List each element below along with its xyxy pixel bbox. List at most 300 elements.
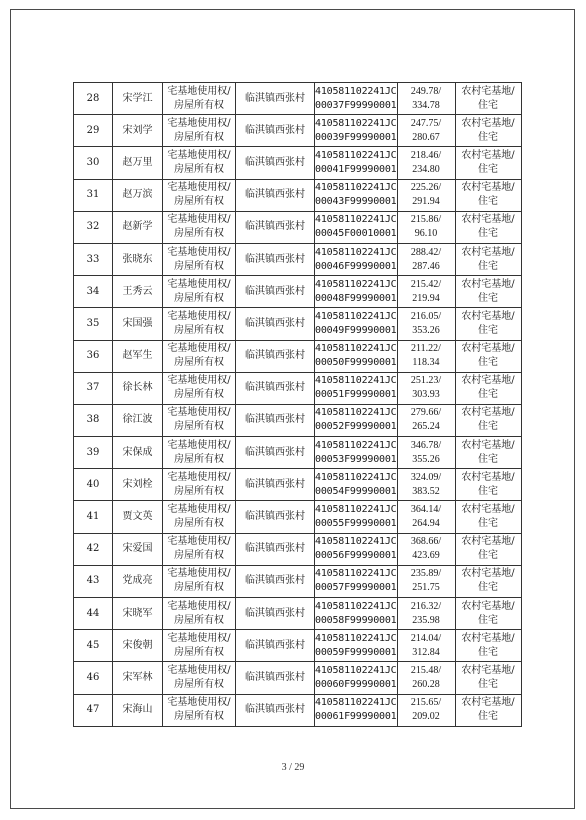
unit-code-line: 410581102241JC — [315, 504, 397, 516]
row-number-cell: 28 — [74, 83, 113, 115]
table-row — [74, 179, 522, 211]
unit-code-line: 00043F99990001 — [315, 196, 397, 208]
right-type-line: 宅基地使用权/ — [167, 117, 231, 129]
area-line: 214.04/ — [410, 632, 442, 644]
unit-code-line: 410581102241JC — [315, 85, 397, 97]
area-line: 355.26 — [412, 453, 440, 465]
land-use-cell — [455, 211, 521, 243]
land-use-cell — [455, 276, 521, 308]
area-cell — [397, 404, 455, 436]
land-use-line: 住宅 — [478, 131, 498, 143]
area-line: 303.93 — [412, 389, 440, 401]
owner-name-cell: 赵万滨 — [113, 179, 163, 211]
unit-code-line: 00051F99990001 — [315, 389, 397, 401]
land-use-line: 农村宅基地/ — [461, 600, 515, 612]
right-type-line: 宅基地使用权/ — [167, 536, 231, 548]
right-type-line: 房屋所有权 — [174, 582, 224, 594]
right-type-cell — [163, 243, 236, 275]
right-type-line: 宅基地使用权/ — [167, 343, 231, 355]
location-cell: 临淇镇西张村 — [236, 340, 315, 372]
unit-code-line: 410581102241JC — [315, 471, 397, 483]
unit-code-cell — [315, 404, 398, 436]
right-type-line: 房屋所有权 — [174, 550, 224, 562]
unit-code-cell — [315, 662, 398, 694]
owner-name-cell: 徐江波 — [113, 404, 163, 436]
area-line: 279.66/ — [410, 407, 442, 419]
unit-code-line: 410581102241JC — [315, 310, 397, 322]
right-type-cell — [163, 533, 236, 565]
land-use-cell — [455, 404, 521, 436]
table-row — [74, 243, 522, 275]
land-use-line: 住宅 — [478, 99, 498, 111]
owner-name-cell: 张晓东 — [113, 243, 163, 275]
owner-name-cell: 赵万里 — [113, 147, 163, 179]
unit-code-line: 00037F99990001 — [315, 99, 397, 111]
unit-code-line: 410581102241JC — [315, 664, 397, 676]
area-cell — [397, 630, 455, 662]
land-use-cell — [455, 694, 521, 726]
unit-code-line: 410581102241JC — [315, 632, 397, 644]
right-type-line: 宅基地使用权/ — [167, 85, 231, 97]
unit-code-line: 00056F99990001 — [315, 550, 397, 562]
land-use-line: 农村宅基地/ — [461, 182, 515, 194]
owner-name-cell: 贾文英 — [113, 501, 163, 533]
location-cell: 临淇镇西张村 — [236, 565, 315, 597]
right-type-cell — [163, 308, 236, 340]
area-line: 260.28 — [412, 678, 440, 690]
right-type-cell — [163, 83, 236, 115]
land-use-line: 农村宅基地/ — [461, 536, 515, 548]
unit-code-line: 410581102241JC — [315, 407, 397, 419]
row-number-cell: 36 — [74, 340, 113, 372]
area-line: 364.14/ — [410, 504, 442, 516]
location-cell: 临淇镇西张村 — [236, 276, 315, 308]
table-row — [74, 404, 522, 436]
unit-code-cell — [315, 694, 398, 726]
unit-code-line: 00048F99990001 — [315, 292, 397, 304]
table-row — [74, 276, 522, 308]
location-cell: 临淇镇西张村 — [236, 115, 315, 147]
row-number-cell: 29 — [74, 115, 113, 147]
table-row — [74, 598, 522, 630]
owner-name-cell: 宋国强 — [113, 308, 163, 340]
row-number-cell: 33 — [74, 243, 113, 275]
land-use-line: 住宅 — [478, 646, 498, 658]
unit-code-line: 410581102241JC — [315, 149, 397, 161]
table-row — [74, 694, 522, 726]
unit-code-line: 410581102241JC — [315, 697, 397, 709]
area-cell — [397, 565, 455, 597]
unit-code-line: 00059F99990001 — [315, 646, 397, 658]
owner-name-cell: 宋军林 — [113, 662, 163, 694]
area-line: 118.34 — [412, 357, 440, 369]
owner-name-cell: 宋晓军 — [113, 598, 163, 630]
unit-code-cell — [315, 211, 398, 243]
table-row — [74, 469, 522, 501]
land-use-cell — [455, 565, 521, 597]
area-line: 219.94 — [412, 292, 440, 304]
unit-code-cell — [315, 372, 398, 404]
land-use-line: 住宅 — [478, 228, 498, 240]
right-type-line: 宅基地使用权/ — [167, 375, 231, 387]
unit-code-cell — [315, 179, 398, 211]
page-number: 3 / 29 — [281, 762, 305, 773]
right-type-line: 宅基地使用权/ — [167, 246, 231, 258]
unit-code-cell — [315, 469, 398, 501]
area-line: 291.94 — [412, 196, 440, 208]
unit-code-line: 00057F99990001 — [315, 582, 397, 594]
land-use-line: 住宅 — [478, 485, 498, 497]
unit-code-line: 00052F99990001 — [315, 421, 397, 433]
location-cell: 临淇镇西张村 — [236, 372, 315, 404]
land-use-cell — [455, 501, 521, 533]
area-line: 209.02 — [412, 711, 440, 723]
unit-code-line: 410581102241JC — [315, 600, 397, 612]
right-type-cell — [163, 694, 236, 726]
right-type-line: 房屋所有权 — [174, 518, 224, 530]
area-line: 249.78/ — [410, 85, 442, 97]
right-type-line: 宅基地使用权/ — [167, 182, 231, 194]
area-cell — [397, 437, 455, 469]
location-cell: 临淇镇西张村 — [236, 437, 315, 469]
row-number-cell: 40 — [74, 469, 113, 501]
land-use-cell — [455, 147, 521, 179]
unit-code-cell — [315, 501, 398, 533]
unit-code-line: 00055F99990001 — [315, 518, 397, 530]
area-cell — [397, 372, 455, 404]
table-row — [74, 501, 522, 533]
land-use-line: 住宅 — [478, 292, 498, 304]
area-line: 234.80 — [412, 163, 440, 175]
area-cell — [397, 694, 455, 726]
table-row — [74, 83, 522, 115]
row-number-cell: 38 — [74, 404, 113, 436]
land-use-line: 农村宅基地/ — [461, 504, 515, 516]
row-number-cell: 46 — [74, 662, 113, 694]
right-type-line: 房屋所有权 — [174, 421, 224, 433]
right-type-line: 宅基地使用权/ — [167, 407, 231, 419]
right-type-cell — [163, 372, 236, 404]
area-line: 423.69 — [412, 550, 440, 562]
area-cell — [397, 211, 455, 243]
right-type-line: 宅基地使用权/ — [167, 632, 231, 644]
unit-code-line: 00054F99990001 — [315, 485, 397, 497]
right-type-cell — [163, 340, 236, 372]
right-type-cell — [163, 276, 236, 308]
table-row — [74, 372, 522, 404]
land-use-line: 农村宅基地/ — [461, 310, 515, 322]
right-type-line: 房屋所有权 — [174, 99, 224, 111]
area-line: 312.84 — [412, 646, 440, 658]
area-line: 216.05/ — [410, 310, 442, 322]
unit-code-cell — [315, 565, 398, 597]
right-type-line: 房屋所有权 — [174, 711, 224, 723]
area-cell — [397, 598, 455, 630]
location-cell: 临淇镇西张村 — [236, 147, 315, 179]
area-line: 264.94 — [412, 518, 440, 530]
land-use-line: 农村宅基地/ — [461, 343, 515, 355]
right-type-cell — [163, 501, 236, 533]
right-type-line: 宅基地使用权/ — [167, 664, 231, 676]
location-cell: 临淇镇西张村 — [236, 308, 315, 340]
table-row — [74, 533, 522, 565]
row-number-cell: 47 — [74, 694, 113, 726]
unit-code-cell — [315, 308, 398, 340]
unit-code-line: 00053F99990001 — [315, 453, 397, 465]
area-line: 215.86/ — [410, 214, 442, 226]
land-use-cell — [455, 340, 521, 372]
area-line: 251.75 — [412, 582, 440, 594]
unit-code-line: 00050F99990001 — [315, 357, 397, 369]
area-cell — [397, 83, 455, 115]
unit-code-line: 410581102241JC — [315, 246, 397, 258]
right-type-line: 房屋所有权 — [174, 228, 224, 240]
land-use-line: 农村宅基地/ — [461, 407, 515, 419]
unit-code-line: 410581102241JC — [315, 182, 397, 194]
right-type-line: 房屋所有权 — [174, 646, 224, 658]
right-type-line: 房屋所有权 — [174, 196, 224, 208]
right-type-cell — [163, 662, 236, 694]
right-type-cell — [163, 147, 236, 179]
right-type-line: 房屋所有权 — [174, 389, 224, 401]
location-cell: 临淇镇西张村 — [236, 533, 315, 565]
location-cell: 临淇镇西张村 — [236, 179, 315, 211]
land-use-line: 住宅 — [478, 550, 498, 562]
area-line: 383.52 — [412, 485, 440, 497]
table-row — [74, 147, 522, 179]
land-use-cell — [455, 115, 521, 147]
owner-name-cell: 宋保成 — [113, 437, 163, 469]
right-type-line: 宅基地使用权/ — [167, 149, 231, 161]
land-use-line: 农村宅基地/ — [461, 664, 515, 676]
unit-code-line: 00049F99990001 — [315, 324, 397, 336]
unit-code-cell — [315, 340, 398, 372]
land-use-cell — [455, 598, 521, 630]
area-line: 215.48/ — [410, 664, 442, 676]
unit-code-cell — [315, 147, 398, 179]
owner-name-cell: 宋学江 — [113, 83, 163, 115]
row-number-cell: 35 — [74, 308, 113, 340]
unit-code-line: 410581102241JC — [315, 375, 397, 387]
owner-name-cell: 徐长林 — [113, 372, 163, 404]
right-type-line: 房屋所有权 — [174, 453, 224, 465]
location-cell: 临淇镇西张村 — [236, 83, 315, 115]
land-use-line: 住宅 — [478, 163, 498, 175]
land-use-cell — [455, 469, 521, 501]
right-type-cell — [163, 115, 236, 147]
row-number-cell: 31 — [74, 179, 113, 211]
row-number-cell: 34 — [74, 276, 113, 308]
land-use-line: 住宅 — [478, 582, 498, 594]
unit-code-line: 00045F00010001 — [315, 228, 397, 240]
right-type-cell — [163, 404, 236, 436]
land-use-line: 农村宅基地/ — [461, 214, 515, 226]
row-number-cell: 45 — [74, 630, 113, 662]
area-line: 287.46 — [412, 260, 440, 272]
owner-name-cell: 宋俊朝 — [113, 630, 163, 662]
owner-name-cell: 宋刘学 — [113, 115, 163, 147]
land-use-line: 住宅 — [478, 389, 498, 401]
area-cell — [397, 115, 455, 147]
area-line: 324.09/ — [410, 471, 442, 483]
area-line: 211.22/ — [411, 343, 441, 355]
row-number-cell: 43 — [74, 565, 113, 597]
land-use-cell — [455, 83, 521, 115]
unit-code-line: 410581102241JC — [315, 439, 397, 451]
area-line: 235.89/ — [410, 568, 442, 580]
unit-code-cell — [315, 533, 398, 565]
unit-code-cell — [315, 276, 398, 308]
location-cell: 临淇镇西张村 — [236, 501, 315, 533]
row-number-cell: 42 — [74, 533, 113, 565]
land-use-line: 农村宅基地/ — [461, 697, 515, 709]
unit-code-line: 00046F99990001 — [315, 260, 397, 272]
land-use-line: 农村宅基地/ — [461, 568, 515, 580]
area-cell — [397, 501, 455, 533]
table-row — [74, 340, 522, 372]
area-cell — [397, 147, 455, 179]
right-type-line: 宅基地使用权/ — [167, 214, 231, 226]
row-number-cell: 30 — [74, 147, 113, 179]
registration-table-body — [74, 83, 522, 727]
area-line: 218.46/ — [410, 149, 442, 161]
unit-code-cell — [315, 630, 398, 662]
area-line: 280.67 — [412, 131, 440, 143]
area-line: 288.42/ — [410, 246, 442, 258]
unit-code-line: 410581102241JC — [315, 117, 397, 129]
right-type-cell — [163, 565, 236, 597]
land-use-line: 农村宅基地/ — [461, 85, 515, 97]
owner-name-cell: 宋爱国 — [113, 533, 163, 565]
area-line: 346.78/ — [410, 439, 442, 451]
area-line: 235.98 — [412, 614, 440, 626]
land-use-cell — [455, 662, 521, 694]
land-use-line: 住宅 — [478, 614, 498, 626]
right-type-line: 房屋所有权 — [174, 324, 224, 336]
right-type-line: 宅基地使用权/ — [167, 697, 231, 709]
land-use-line: 农村宅基地/ — [461, 375, 515, 387]
right-type-cell — [163, 211, 236, 243]
owner-name-cell: 宋海山 — [113, 694, 163, 726]
right-type-line: 房屋所有权 — [174, 485, 224, 497]
area-cell — [397, 662, 455, 694]
location-cell: 临淇镇西张村 — [236, 211, 315, 243]
table-row — [74, 115, 522, 147]
unit-code-line: 00061F99990001 — [315, 711, 397, 723]
unit-code-line: 00039F99990001 — [315, 131, 397, 143]
area-line: 225.26/ — [410, 182, 442, 194]
area-line: 368.66/ — [410, 536, 442, 548]
row-number-cell: 39 — [74, 437, 113, 469]
land-use-cell — [455, 437, 521, 469]
right-type-line: 宅基地使用权/ — [167, 471, 231, 483]
area-cell — [397, 308, 455, 340]
owner-name-cell: 赵军生 — [113, 340, 163, 372]
location-cell: 临淇镇西张村 — [236, 630, 315, 662]
table-row — [74, 211, 522, 243]
location-cell: 临淇镇西张村 — [236, 662, 315, 694]
unit-code-cell — [315, 115, 398, 147]
land-use-cell — [455, 179, 521, 211]
row-number-cell: 37 — [74, 372, 113, 404]
table-row — [74, 308, 522, 340]
right-type-cell — [163, 630, 236, 662]
land-use-line: 住宅 — [478, 678, 498, 690]
area-line: 247.75/ — [410, 117, 442, 129]
right-type-line: 房屋所有权 — [174, 163, 224, 175]
area-line: 215.65/ — [410, 697, 442, 709]
unit-code-line: 410581102241JC — [315, 568, 397, 580]
owner-name-cell: 王秀云 — [113, 276, 163, 308]
right-type-line: 房屋所有权 — [174, 260, 224, 272]
unit-code-line: 410581102241JC — [315, 343, 397, 355]
land-use-cell — [455, 630, 521, 662]
right-type-line: 房屋所有权 — [174, 614, 224, 626]
right-type-cell — [163, 437, 236, 469]
row-number-cell: 41 — [74, 501, 113, 533]
location-cell: 临淇镇西张村 — [236, 598, 315, 630]
right-type-cell — [163, 469, 236, 501]
unit-code-line: 00041F99990001 — [315, 163, 397, 175]
unit-code-line: 410581102241JC — [315, 536, 397, 548]
location-cell: 临淇镇西张村 — [236, 469, 315, 501]
land-use-line: 农村宅基地/ — [461, 471, 515, 483]
area-line: 334.78 — [412, 99, 440, 111]
area-cell — [397, 340, 455, 372]
land-use-cell — [455, 372, 521, 404]
land-use-line: 农村宅基地/ — [461, 149, 515, 161]
registration-table — [73, 82, 522, 727]
right-type-line: 房屋所有权 — [174, 678, 224, 690]
location-cell: 临淇镇西张村 — [236, 404, 315, 436]
area-line: 353.26 — [412, 324, 440, 336]
land-use-line: 农村宅基地/ — [461, 117, 515, 129]
unit-code-line: 00060F99990001 — [315, 678, 397, 690]
land-use-line: 住宅 — [478, 453, 498, 465]
land-use-line: 农村宅基地/ — [461, 439, 515, 451]
owner-name-cell: 赵新学 — [113, 211, 163, 243]
unit-code-line: 00058F99990001 — [315, 614, 397, 626]
owner-name-cell: 党成亮 — [113, 565, 163, 597]
area-line: 215.42/ — [410, 278, 442, 290]
right-type-line: 宅基地使用权/ — [167, 310, 231, 322]
land-use-cell — [455, 243, 521, 275]
table-row — [74, 437, 522, 469]
unit-code-line: 410581102241JC — [315, 214, 397, 226]
land-use-line: 住宅 — [478, 324, 498, 336]
unit-code-cell — [315, 243, 398, 275]
land-use-line: 住宅 — [478, 260, 498, 272]
area-cell — [397, 276, 455, 308]
row-number-cell: 44 — [74, 598, 113, 630]
land-use-line: 住宅 — [478, 421, 498, 433]
area-line: 96.10 — [414, 228, 438, 240]
unit-code-line: 410581102241JC — [315, 278, 397, 290]
right-type-cell — [163, 179, 236, 211]
land-use-cell — [455, 308, 521, 340]
table-row — [74, 662, 522, 694]
land-use-line: 住宅 — [478, 518, 498, 530]
right-type-line: 房屋所有权 — [174, 131, 224, 143]
right-type-line: 房屋所有权 — [174, 357, 224, 369]
area-line: 265.24 — [412, 421, 440, 433]
land-use-line: 农村宅基地/ — [461, 246, 515, 258]
land-use-cell — [455, 533, 521, 565]
right-type-line: 宅基地使用权/ — [167, 278, 231, 290]
land-use-line: 住宅 — [478, 196, 498, 208]
land-use-line: 农村宅基地/ — [461, 632, 515, 644]
location-cell: 临淇镇西张村 — [236, 243, 315, 275]
